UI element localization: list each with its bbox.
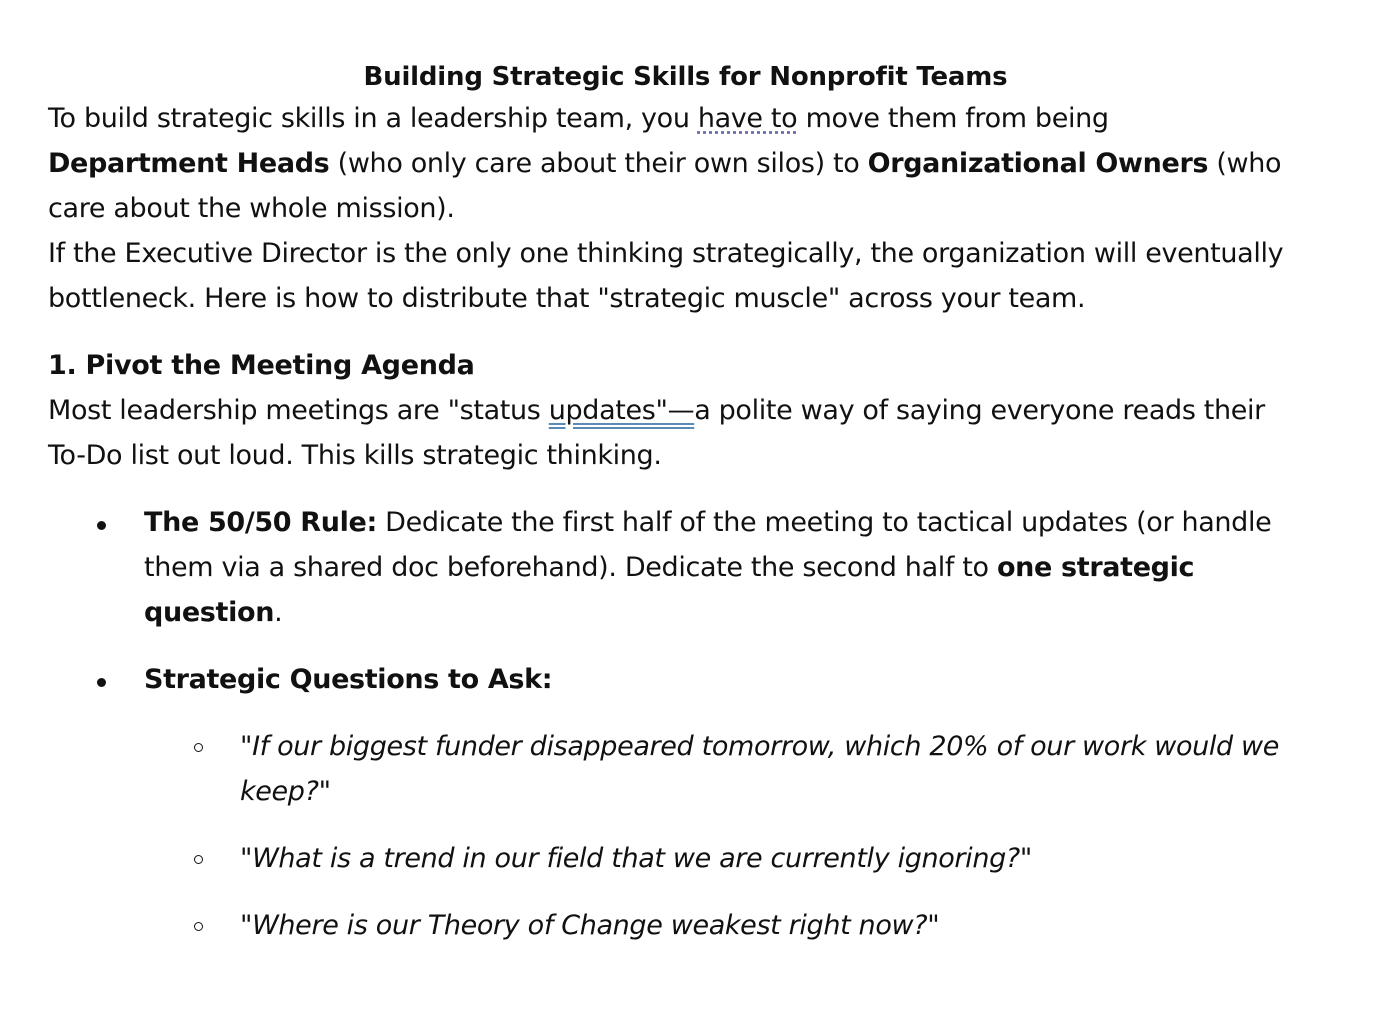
bottleneck-paragraph: If the Executive Director is the only one thinking strategically, the organization will eventually bottleneck. Here is how to distribute that "strategic muscle" across your team. (48, 238, 1284, 314)
intro-paragraph (48, 96, 1293, 231)
question-text: "Where is our Theory of Change weakest right now?" (240, 910, 940, 941)
intro-underlined-phrase[interactable]: have to (697, 103, 798, 134)
bullet-list (48, 500, 1293, 702)
rule-label: The 50/50 Rule: (144, 507, 377, 538)
rule-text: Dedicate the first half of the meeting to tactical updates (or handle them via a shared doc beforehand). Dedicate the second half to (144, 507, 1272, 583)
document-title: Building Strategic Skills for Nonprofit Teams (363, 62, 1008, 92)
meetings-paragraph (48, 388, 1293, 478)
section-heading-pivot-agenda: 1. Pivot the Meeting Agenda (48, 350, 475, 381)
list-item-question (48, 836, 1293, 881)
list-item-50-50-rule (48, 500, 1293, 635)
question-text: "What is a trend in our field that we are currently ignoring?" (240, 843, 1032, 874)
rule-end: . (274, 597, 283, 628)
intro-bold-department-heads: Department Heads (48, 148, 330, 179)
hollow-bullet-icon (194, 922, 203, 931)
intro-text-1: To build strategic skills in a leadership team, you (48, 103, 698, 134)
hollow-bullet-icon (194, 743, 203, 752)
meetings-underlined-phrase[interactable]: updates"— (548, 395, 695, 426)
intro-text-3: (who only care about their own silos) to (329, 148, 868, 179)
list-item-strategic-questions (48, 657, 1293, 702)
intro-bold-organizational-owners: Organizational Owners (867, 148, 1209, 179)
list-item-question (48, 724, 1293, 814)
hollow-bullet-icon (194, 855, 203, 864)
question-text: "If our biggest funder disappeared tomorrow, which 20% of our work would we keep?" (240, 731, 1280, 807)
bullet-dot-icon (97, 521, 106, 530)
intro-text-2: move them from being (797, 103, 1109, 134)
meetings-text-2: a polite way of saying everyone reads their To-Do list out loud. This kills strategic thinking. (48, 395, 1265, 471)
questions-label: Strategic Questions to Ask: (144, 664, 553, 695)
intro-text-4: (who care about the whole mission). (48, 148, 1282, 224)
rule-bold-end: one strategic question (144, 552, 1195, 628)
questions-sublist (48, 724, 1293, 948)
meetings-text-1: Most leadership meetings are "status (48, 395, 549, 426)
bullet-dot-icon (97, 678, 106, 687)
list-item-question (48, 903, 1293, 948)
